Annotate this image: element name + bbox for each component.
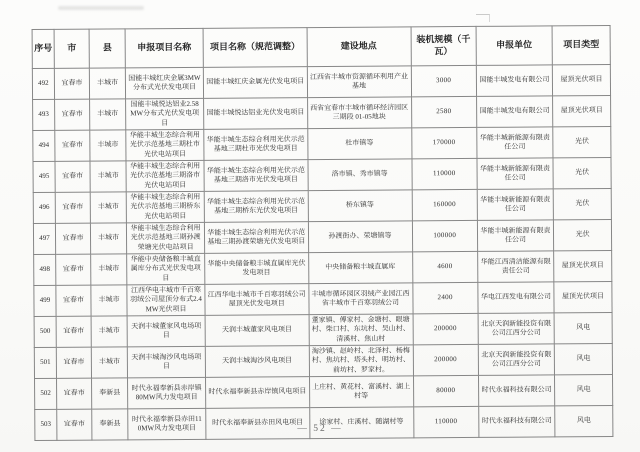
cell-no: 501 <box>34 347 56 378</box>
cell-city: 宜春市 <box>55 130 90 161</box>
table-body <box>32 64 613 440</box>
table-row <box>33 157 611 192</box>
cell-declared_name: 华能丰城生态综合利用光伏示范基地三期孙渡荣塘光伏电站项目 <box>126 222 204 254</box>
cell-adjusted_name: 华能丰城生态综合利用光伏示范基地三期洛市光伏发电项目 <box>204 160 308 192</box>
cell-city: 宜春市 <box>56 285 91 316</box>
project-table-container <box>32 25 614 441</box>
cell-applicant: 国能丰城发电有限公司 <box>476 96 552 128</box>
cell-no: 492 <box>32 68 54 99</box>
cell-applicant: 时代永福科技有限公司 <box>478 375 554 407</box>
cell-location: 淘沙镇、赵岭村、北泽村、杨梅村、焦坑村、塔头村、明坊村、前坊村、罗家村。 <box>309 345 413 377</box>
table-row <box>34 312 612 347</box>
table-header-row <box>32 25 610 68</box>
table-row <box>34 250 612 285</box>
column-header: 项目类型 <box>552 25 610 64</box>
cell-location: 丰城市循环园区羽绒产业园江西省丰城市千百寒羽绒公司 <box>308 283 412 315</box>
cell-applicant: 华能丰城新能源有限责任公司 <box>477 127 553 159</box>
column-header: 项目名称（规范调整） <box>203 28 307 68</box>
cell-type: 光伏 <box>554 219 612 250</box>
cell-capacity_kw: 2580 <box>411 96 477 127</box>
cell-declared_name: 天润丰城董家风电场项目 <box>127 315 205 347</box>
scan-mark-artifact <box>476 14 490 22</box>
cell-adjusted_name: 华能中央储备粮丰城直属库光伏发电项目 <box>205 253 309 285</box>
cell-applicant: 华能丰城新能源有限责任公司 <box>477 220 553 252</box>
cell-declared_name: 华能丰城生态综合利用光伏示范基地三期洛市光伏电站项目 <box>126 160 204 192</box>
cell-applicant: 华电江西发电有限公司 <box>478 282 554 314</box>
table-row <box>33 126 611 161</box>
cell-no: 493 <box>33 99 55 130</box>
column-header: 申报单位 <box>476 26 553 66</box>
cell-declared_name: 华能丰城生态综合利用光伏示范基地三期杜市光伏电站项目 <box>126 129 204 161</box>
cell-no: 495 <box>33 161 55 192</box>
cell-applicant: 时代永福科技有限公司 <box>479 406 555 438</box>
cell-no: 500 <box>34 316 56 347</box>
cell-capacity_kw: 200000 <box>413 313 479 344</box>
column-header: 申报项目名称 <box>125 28 203 68</box>
cell-location: 杜市镇等 <box>307 128 411 160</box>
cell-location: 中央储备粮丰城直属库 <box>308 252 412 284</box>
cell-type: 光伏 <box>553 157 611 188</box>
cell-county: 丰城市 <box>90 130 126 161</box>
cell-capacity_kw: 160000 <box>412 189 478 220</box>
scan-smudge-artifact <box>58 6 144 10</box>
table-row <box>33 219 611 254</box>
cell-county: 丰城市 <box>90 68 126 99</box>
cell-city: 宜春市 <box>55 99 90 130</box>
cell-adjusted_name: 国能丰城悦达铝业光伏发电项目 <box>204 98 308 130</box>
cell-adjusted_name: 时代永福奉新县赤田风电项目 <box>206 408 310 440</box>
cell-capacity_kw: 80000 <box>413 375 479 406</box>
cell-county: 丰城市 <box>91 254 127 285</box>
cell-capacity_kw: 4600 <box>412 251 478 282</box>
cell-type: 屋顶光伏项目 <box>552 64 610 95</box>
cell-declared_name: 天润丰城淘沙风电场项目 <box>127 346 205 378</box>
cell-county: 丰城市 <box>91 316 127 347</box>
table-row <box>33 188 611 223</box>
column-header: 市 <box>54 29 90 68</box>
cell-adjusted_name: 天润丰城淘沙风电项目 <box>205 346 309 378</box>
cell-type: 风电 <box>554 312 612 343</box>
cell-capacity_kw: 110000 <box>412 158 478 189</box>
cell-applicant: 国能丰城发电有限公司 <box>476 65 552 97</box>
cell-declared_name: 国能丰城悦达铝业2.58MW分布式光伏发电项目 <box>126 98 204 130</box>
cell-type: 光伏 <box>553 126 611 157</box>
cell-adjusted_name: 江西华电丰城市千百寒羽绒公司屋顶光伏发电项目 <box>205 284 309 316</box>
cell-declared_name: 华能丰城生态综合利用光伏示范基地三期桥东光伏电站项目 <box>126 191 204 223</box>
cell-capacity_kw: 3000 <box>411 65 477 96</box>
table-row <box>34 343 612 378</box>
cell-type: 风电 <box>555 374 613 405</box>
cell-type: 风电 <box>554 343 612 374</box>
cell-city: 宜春市 <box>56 316 91 347</box>
table-row <box>35 405 613 440</box>
cell-capacity_kw: 100000 <box>412 220 478 251</box>
cell-city: 宜春市 <box>57 409 92 440</box>
cell-adjusted_name: 天润丰城董家风电项目 <box>205 315 309 347</box>
cell-county: 丰城市 <box>91 223 127 254</box>
cell-declared_name: 时代永福奉新县赤田110MW风力发电项目 <box>128 408 206 440</box>
cell-adjusted_name: 华能丰城生态综合利用光伏示范基地三期杜市光伏发电项目 <box>204 129 308 161</box>
cell-type: 屋顶光伏项目 <box>554 250 612 281</box>
cell-county: 丰城市 <box>91 285 127 316</box>
cell-location: 孙渡街办、荣塘镇等 <box>308 221 412 253</box>
cell-adjusted_name: 华能丰城生态综合利用光伏示范基地三期桥东光伏发电项目 <box>204 191 308 223</box>
cell-applicant: 华能丰城新能源有限责任公司 <box>477 189 553 221</box>
cell-type: 光伏 <box>553 188 611 219</box>
table-row <box>32 64 610 99</box>
project-list-table <box>32 25 614 441</box>
cell-no: 497 <box>33 223 55 254</box>
cell-type: 风电 <box>555 405 613 436</box>
cell-capacity_kw: 110000 <box>413 406 479 437</box>
table-row <box>34 281 612 316</box>
cell-city: 宜春市 <box>55 223 90 254</box>
cell-declared_name: 国能丰城红庆金属3MW分布式光伏发电项目 <box>125 67 203 99</box>
cell-no: 498 <box>34 254 56 285</box>
cell-applicant: 北京天润新能投资有限公司江西分公司 <box>478 344 554 376</box>
cell-no: 502 <box>35 378 57 409</box>
cell-declared_name: 华能中央储备粮丰城直属库分布式光伏发电项目 <box>127 253 205 285</box>
cell-applicant: 华能丰城新能源有限责任公司 <box>477 158 553 190</box>
column-header: 县 <box>89 29 125 68</box>
cell-capacity_kw: 2400 <box>412 282 478 313</box>
cell-city: 宜春市 <box>56 378 91 409</box>
cell-no: 496 <box>33 192 55 223</box>
cell-no: 499 <box>34 285 56 316</box>
column-header: 序号 <box>32 29 54 68</box>
cell-location: 上庄村、黄花村、富溪村、湖上村等 <box>309 376 413 408</box>
cell-capacity_kw: 200000 <box>413 344 479 375</box>
cell-no: 494 <box>33 130 55 161</box>
cell-location: 西省宜春市丰城市循环经济园区三期段 01-05地块 <box>307 97 411 129</box>
cell-capacity_kw: 170000 <box>411 127 477 158</box>
cell-county: 丰城市 <box>90 99 126 130</box>
cell-county: 丰城市 <box>90 192 126 223</box>
cell-county: 奉新县 <box>92 378 128 409</box>
cell-no: 503 <box>35 409 57 440</box>
column-header: 建设地点 <box>307 27 411 67</box>
cell-city: 宜春市 <box>54 68 89 99</box>
cell-applicant: 北京天润新能投资有限公司江西分公司 <box>478 313 554 345</box>
cell-location: 洛市镇、秀市镇等 <box>307 159 411 191</box>
cell-type: 屋顶光伏项目 <box>553 95 611 126</box>
cell-city: 宜春市 <box>55 161 90 192</box>
cell-county: 丰城市 <box>90 161 126 192</box>
cell-adjusted_name: 国能丰城红庆金属光伏发电项目 <box>203 67 307 99</box>
page-number: — 52 — <box>297 424 343 434</box>
cell-type: 屋顶光伏项目 <box>554 281 612 312</box>
cell-county: 丰城市 <box>91 347 127 378</box>
cell-applicant: 华能江西清洁能源有限责任公司 <box>477 251 553 283</box>
cell-location: 江西省丰城市资源循环利用产业基地 <box>307 66 411 98</box>
cell-declared_name: 江西华电丰城市千百寒羽绒公司屋顶分布式2.4MW光伏项目 <box>127 284 205 316</box>
cell-city: 宜春市 <box>56 347 91 378</box>
cell-county: 奉新县 <box>92 409 128 440</box>
cell-location: 董家镇、傅家村、金塘村、眼塘村、柴口村、东坑村、吴山村、清溪村、焦山村 <box>309 314 413 346</box>
table-row <box>33 95 611 130</box>
cell-location: 桥东镇等 <box>308 190 412 222</box>
table-row <box>35 374 613 409</box>
cell-location: 途家村、庄溪村、随湖村等 <box>309 407 413 439</box>
cell-adjusted_name: 时代永福奉新县赤岸镇风电项目 <box>206 377 310 409</box>
cell-city: 宜春市 <box>56 254 91 285</box>
cell-declared_name: 时代永福奉新县赤岸镇80MW风力发电项目 <box>128 377 206 409</box>
cell-adjusted_name: 华能丰城生态综合利用光伏示范基地三期孙渡荣塘光伏发电项目 <box>204 222 308 254</box>
cell-city: 宜春市 <box>55 192 90 223</box>
column-header: 装机规模（千瓦） <box>411 26 477 65</box>
